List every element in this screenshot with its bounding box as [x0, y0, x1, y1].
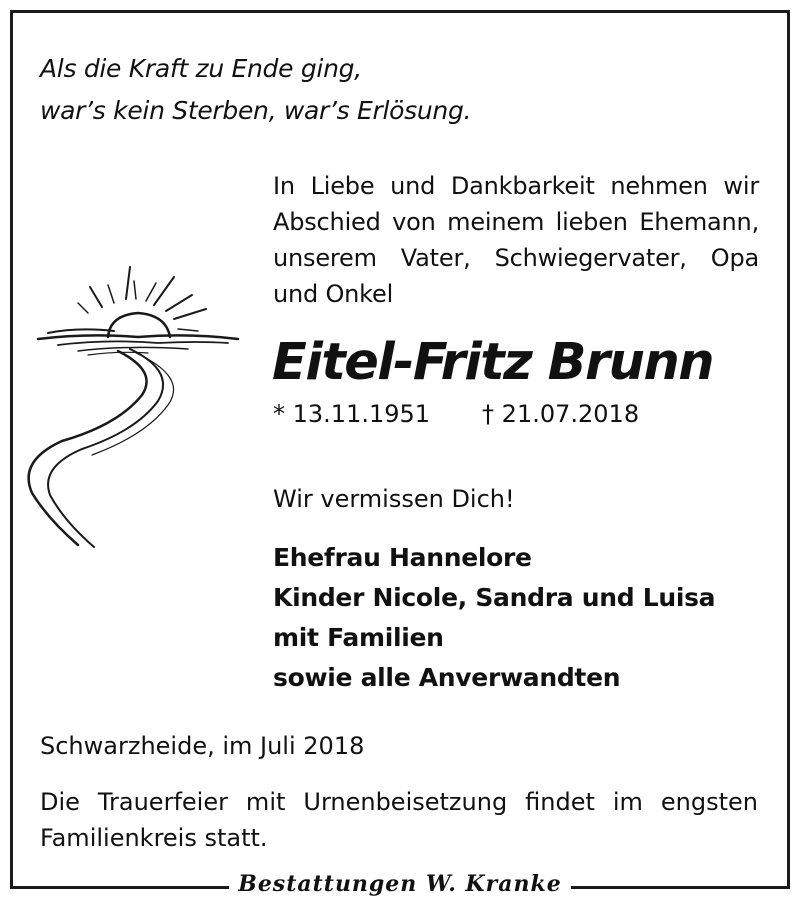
intro-line-2: Abschied von meinem lieben Ehemann,: [273, 208, 759, 236]
service-line-1: Die Trauerfeier mit Urnenbeisetzung findet im engsten: [40, 788, 758, 816]
deceased-name: Eitel-Fritz Brunn: [272, 333, 714, 392]
mourner-line: sowie alle Anverwandten: [273, 663, 621, 692]
intro-line-4: und Onkel: [273, 280, 394, 308]
mourner-line: Kinder Nicole, Sandra und Luisa: [273, 583, 716, 612]
death-date: † 21.07.2018: [482, 400, 640, 428]
birth-date: * 13.11.1951: [273, 400, 431, 428]
motto: [40, 48, 471, 132]
place-date: Schwarzheide, im Juli 2018: [40, 732, 365, 760]
mourner-line: mit Familien: [273, 623, 444, 652]
life-dates: [273, 398, 639, 430]
intro-text: [273, 168, 759, 312]
intro-line-1: In Liebe und Dankbarkeit nehmen wir: [273, 172, 759, 200]
service-note: [40, 784, 758, 856]
miss-text: Wir vermissen Dich!: [273, 485, 515, 513]
sunrise-path-icon: [18, 255, 248, 559]
motto-line-2: war’s kein Sterben, war’s Erlösung.: [40, 96, 472, 125]
mourner-line: Ehefrau Hannelore: [273, 543, 532, 572]
service-line-2: Familienkreis statt.: [40, 824, 268, 852]
motto-line-1: Als die Kraft zu Ende ging,: [40, 54, 362, 83]
mourners-list: [273, 538, 715, 698]
intro-line-3: unserem Vater, Schwiegervater, Opa: [273, 244, 759, 272]
undertaker-label: Bestattungen W. Kranke: [229, 868, 571, 900]
